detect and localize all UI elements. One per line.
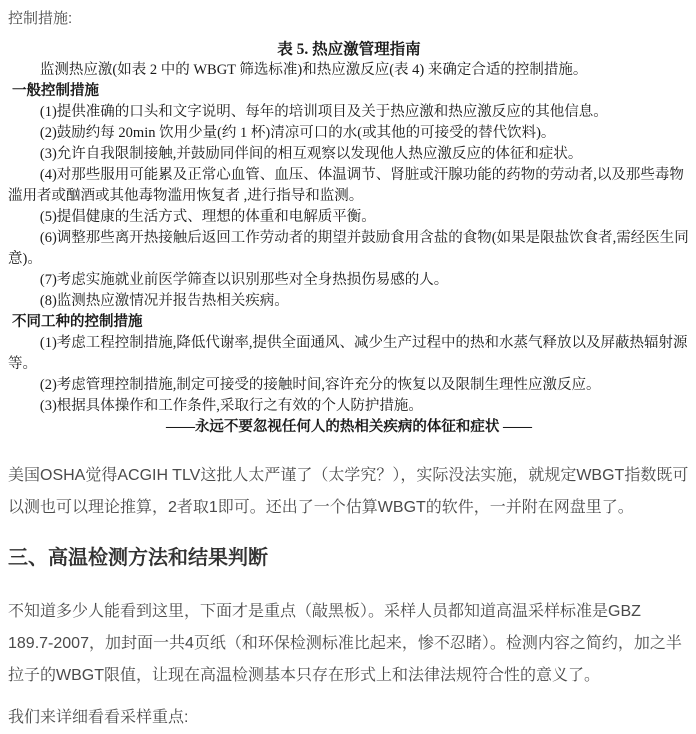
table-section-jobtype-heading: 不同工种的控制措施 <box>12 314 143 330</box>
table-general-item-2: (2)鼓励约每 20min 饮用少量(约 1 杯)清凉可口的水(或其他的可接受的替代饮料)。 <box>39 125 556 141</box>
table-section-general-heading: 一般控制措施 <box>12 83 99 99</box>
table-footer-motto: ——永远不要忽视任何人的热相关疾病的体征和症状 —— <box>165 419 533 435</box>
table5-scan-image <box>8 39 690 438</box>
table-jobtype-item-3: (3)根据具体操作和工作条件,采取行之有效的个人防护措施。 <box>39 398 423 414</box>
paragraph-gbz-standard: 不知道多少人能看到这里，下面才是重点（敲黑板）。采样人员都知道高温采样标准是GBZ 189.7-2007，加封面一共4页纸（和环保检测标准比起来，惨不忍睹）。检测内容之简约，加之半拉子的WBGT限值，让现在高温检测基本只存在形式上和法律法规符合性的意义了。 <box>8 603 682 684</box>
table-jobtype-item-2: (2)考虑管理控制措施,制定可接受的接触时间,容许充分的恢复以及限制生理性应激反应。 <box>39 377 601 393</box>
table-general-item-6: (6)调整那些离开热接触后返回工作劳动者的期望并鼓励食用含盐的食物(如果是限盐饮食者,需经医生同意)。 <box>8 230 689 267</box>
table-general-item-4: (4)对那些服用可能累及正常心血管、血压、体温调节、肾脏或汗腺功能的药物的劳动者,以及那些毒物滥用者或酗酒或其他毒物滥用恢复者 ,进行指导和监测。 <box>8 167 684 204</box>
table-general-item-1: (1)提供准确的口头和文字说明、每年的培训项目及关于热应激和热应激反应的其他信息。 <box>39 104 608 120</box>
section-heading-detection-methods: 三、高温检测方法和结果判断 <box>8 547 268 569</box>
paragraph-sampling-lead-in: 我们来详细看看采样重点: <box>8 709 189 726</box>
table-general-item-7: (7)考虑实施就业前医学筛查以识别那些对全身热损伤易感的人。 <box>39 272 449 288</box>
table-jobtype-item-1: (1)考虑工程控制措施,降低代谢率,提供全面通风、减少生产过程中的热和水蒸气释放以及屏蔽热辐射源等。 <box>8 335 688 372</box>
table-title: 表 5. 热应激管理指南 <box>277 41 421 58</box>
table-general-item-5: (5)提倡健康的生活方式、理想的体重和电解质平衡。 <box>39 209 376 225</box>
paragraph-osha-wbgt: 美国OSHA觉得ACGIH TLV这批人太严谨了（太学究？），实际没法实施，就规定WBGT指数既可以测也可以理论推算，2者取1即可。还出了一个估算WBGT的软件，一并附在网盘里了。 <box>8 467 689 516</box>
intro-label: 控制措施: <box>8 10 73 27</box>
table-intro-line: 监测热应激(如表 2 中的 WBGT 筛选标准)和热应激反应(表 4) 来确定合适的控制措施。 <box>39 62 588 78</box>
table-general-item-8: (8)监测热应激情况并报告热相关疾病。 <box>39 293 289 309</box>
table-general-item-3: (3)允许自我限制接触,并鼓励同伴间的相互观察以发现他人热应激反应的体征和症状。 <box>39 146 583 162</box>
